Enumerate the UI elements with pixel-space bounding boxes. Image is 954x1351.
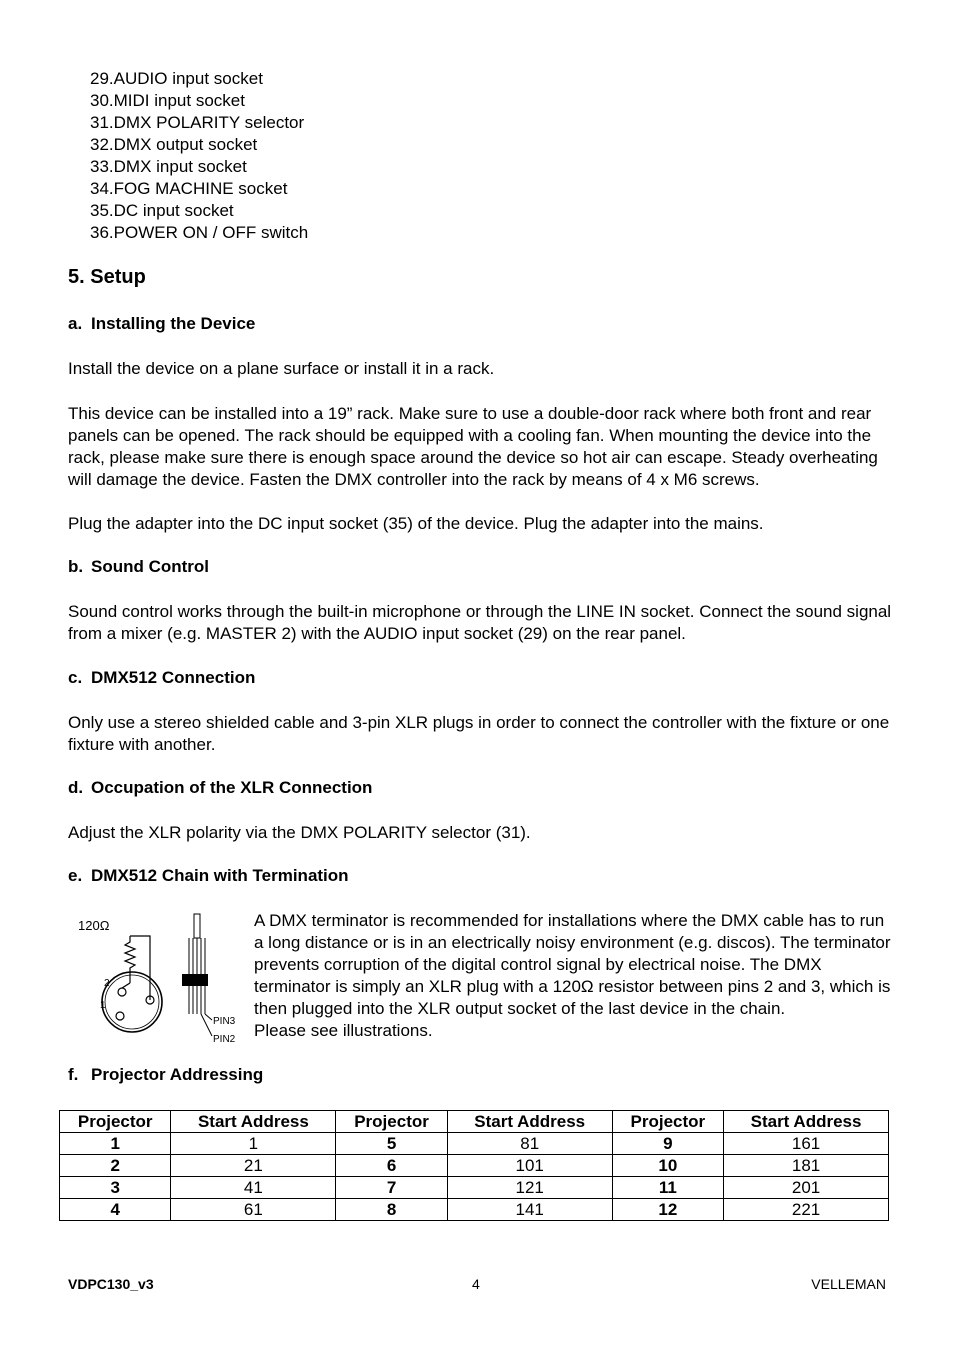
pointer-line [205,1014,212,1020]
address-cell: 61 [171,1199,336,1221]
paragraph: Please see illustrations. [254,1021,433,1040]
projector-cell: 4 [60,1199,171,1221]
address-cell: 141 [447,1199,612,1221]
column-header: Projector [612,1111,723,1133]
projector-cell: 7 [336,1177,447,1199]
projector-cell: 12 [612,1199,723,1221]
subsection-label: f. [68,1065,79,1084]
list-item: 36.POWER ON / OFF switch [90,223,309,242]
subsection-title: Projector Addressing [91,1065,264,1084]
subsection-heading-install [68,314,255,334]
subsection-title: DMX512 Connection [91,668,256,687]
projector-cell: 10 [612,1155,723,1177]
list-item: 29.AUDIO input socket [90,69,263,88]
table-row [60,1199,889,1221]
paragraph: Install the device on a plane surface or install it in a rack. [68,359,495,378]
subsection-title: Sound Control [91,557,210,576]
address-cell: 221 [724,1199,889,1221]
list-item: 32.DMX output socket [90,135,258,154]
subsection-title: Installing the Device [91,314,256,333]
cable-sleeve-icon [182,974,208,986]
footer-brand: VELLEMAN [811,1276,886,1292]
pin2-label: PIN2 [213,1034,236,1045]
projector-cell: 5 [336,1133,447,1155]
projector-cell: 1 [60,1133,171,1155]
table-row [60,1155,889,1177]
pin-label: 2 [104,978,110,989]
footer-model: VDPC130_v3 [68,1276,154,1292]
connector-list [90,68,308,244]
list-item: 34.FOG MACHINE socket [90,179,288,198]
footer-page-number: 4 [472,1276,480,1292]
subsection-label: a. [68,314,83,333]
terminator-description [254,910,894,1042]
subsection-heading-addressing [68,1065,263,1085]
paragraph: A DMX terminator is recommended for installations where the DMX cable has to run a long distance or is in an electrically noisy environment (e.g. discos). The terminator prevents corruption of the digital control signal by electrical noise. The DMX terminator is simply an XLR plug with a 120Ω resistor between pins 2 and 3, which is then plugged into the XLR output socket of the last device in the chain. [254,911,891,1018]
xlr-pin-icon [118,988,126,996]
projector-cell: 9 [612,1133,723,1155]
subsection-title: Occupation of the XLR Connection [91,778,373,797]
paragraph: This device can be installed into a 19” rack. Make sure to use a double-door rack where both front and rear panels can be opened. The rack should be equipped with a cooling fan. When mounting the device into the rack, please make sure there is enough space around the device so hot air can escape. Steady overheating will damage the device. Fasten the DMX controller into the rack by means of 4 x M6 screws. [68,404,878,489]
subsection-label: b. [68,557,84,576]
address-cell: 121 [447,1177,612,1199]
subsection-heading-chain [68,866,349,886]
plug-side-icon [194,914,200,938]
projector-cell: 8 [336,1199,447,1221]
xlr-terminator-diagram [70,908,245,1048]
xlr-plug-ring [105,975,159,1029]
paragraph: Sound control works through the built-in microphone or through the LINE IN socket. Connect the sound signal from a mixer (e.g. MASTER 2) with the AUDIO input socket (29) on the rear panel. [68,602,892,643]
address-cell: 201 [724,1177,889,1199]
address-cell: 181 [724,1155,889,1177]
column-header: Start Address [724,1111,889,1133]
xlr-pin-icon [116,1012,124,1020]
section-title: 5. Setup [68,266,146,288]
pin-label: 1 [100,1000,106,1011]
paragraph: Only use a stereo shielded cable and 3-pin XLR plugs in order to connect the controller with the fixture or one fixture with another. [68,713,890,754]
column-header: Start Address [171,1111,336,1133]
list-item: 31.DMX POLARITY selector [90,113,305,132]
list-item: 35.DC input socket [90,201,234,220]
subsection-title: DMX512 Chain with Termination [91,866,349,885]
table-row [60,1133,889,1155]
column-header: Start Address [447,1111,612,1133]
column-header: Projector [336,1111,447,1133]
projector-cell: 2 [60,1155,171,1177]
paragraph: Adjust the XLR polarity via the DMX POLARITY selector (31). [68,823,531,842]
projector-address-table [59,1110,889,1221]
table-header-row [60,1111,889,1133]
pin3-label: PIN3 [213,1016,236,1027]
subsection-heading-dmx [68,668,255,688]
subsection-label: e. [68,866,83,885]
list-item: 33.DMX input socket [90,157,247,176]
projector-cell: 6 [336,1155,447,1177]
paragraph: Plug the adapter into the DC input socket (35) of the device. Plug the adapter into the mains. [68,514,764,533]
address-cell: 81 [447,1133,612,1155]
subsection-label: c. [68,668,83,687]
subsection-label: d. [68,778,84,797]
resistor-wire [122,983,130,988]
subsection-heading-sound [68,557,209,577]
resistor-wire [130,936,150,1000]
address-cell: 41 [171,1177,336,1199]
projector-cell: 3 [60,1177,171,1199]
address-cell: 21 [171,1155,336,1177]
pointer-line [201,1014,212,1036]
table-row [60,1177,889,1199]
address-cell: 1 [171,1133,336,1155]
column-header: Projector [60,1111,171,1133]
address-cell: 161 [724,1133,889,1155]
projector-cell: 11 [612,1177,723,1199]
address-cell: 101 [447,1155,612,1177]
list-item: 30.MIDI input socket [90,91,245,110]
subsection-heading-xlr [68,778,372,798]
resistor-label: 120Ω [78,918,110,933]
